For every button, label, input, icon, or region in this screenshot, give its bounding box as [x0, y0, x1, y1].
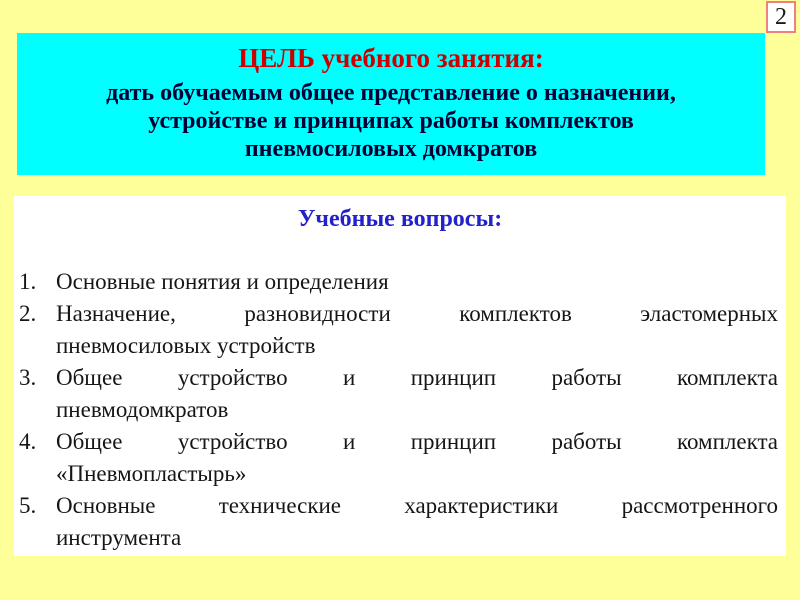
list-item-line: «Пневмопластырь»: [56, 461, 247, 486]
list-item-number: 1.: [19, 269, 37, 294]
list-item-number: 4.: [19, 429, 37, 454]
questions-list: [14, 266, 786, 554]
list-item-line: Назначение, разновидности комплектов эластомерных: [56, 301, 778, 326]
list-item-text: [56, 362, 778, 426]
goal-text-line: дать обучаемым общее представление о назначении,: [106, 80, 676, 106]
list-item-line: инструмента: [56, 525, 182, 550]
list-item-line: Основные технические характеристики рассмотренного: [56, 493, 778, 518]
list-item-number: 3.: [19, 365, 37, 390]
list-item-line: пневмодомкратов: [56, 397, 229, 422]
list-item-number: 2.: [19, 301, 37, 326]
goal-text-line: устройстве и принципах работы комплектов: [148, 108, 634, 134]
questions-heading: Учебные вопросы:: [297, 206, 503, 232]
list-item-text: [56, 490, 778, 554]
list-item-line: пневмосиловых устройств: [56, 333, 316, 358]
list-item-number: 5.: [19, 493, 37, 518]
goal-text-line: пневмосиловых домкратов: [244, 136, 538, 162]
list-item-line: Общее устройство и принцип работы комплекта: [56, 365, 778, 390]
goal-text: [17, 79, 765, 163]
list-item: [19, 490, 778, 554]
list-item: [19, 266, 778, 298]
list-item: [19, 298, 778, 362]
list-item-text: [56, 426, 778, 490]
list-item-line: Общее устройство и принцип работы комплекта: [56, 429, 778, 454]
list-item-text: [56, 266, 778, 298]
list-item-line: Основные понятия и определения: [56, 269, 389, 294]
page-number-badge: 2: [766, 1, 796, 33]
goal-box: [17, 33, 765, 175]
goal-title: ЦЕЛЬ учебного занятия:: [238, 43, 544, 73]
questions-box: [14, 196, 786, 556]
list-item-text: [56, 298, 778, 362]
list-item: [19, 362, 778, 426]
list-item: [19, 426, 778, 490]
